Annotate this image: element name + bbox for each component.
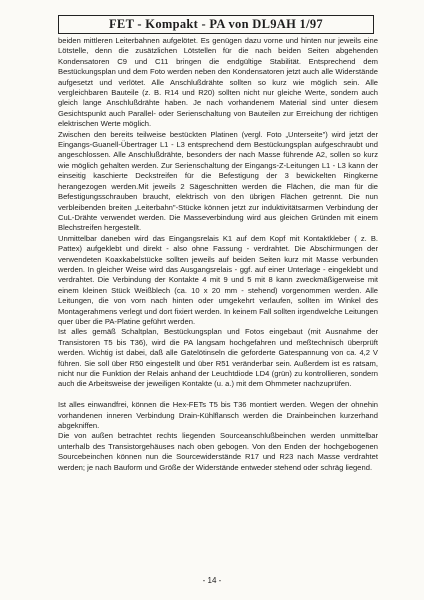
paragraph: Unmittelbar daneben wird das Eingangsrelais K1 auf dem Kopf mit Kontaktkleber ( z. B. Pattex) aufgeklebt und direkt - also ohne Fassung - verdrahtet. Die Abschirmungen der verwendeten Koaxkabelstücke sollten jeweils auf beiden Seiten kurz mit Masse verbunden werden. In gleicher Weise wird das Ausgangsrelais - ggf. auf einer Unterlage - eingeklebt und verdrahtet. Die Verbindung der Kontakte 4 mit 9 und 5 mit 8 kann zweckmäßigerweise mit einem kleinen Stück Weißblech (ca. 10 x 20 mm - stehend) vorgenommen werden. Alle Leitungen, die von vorn nach hinten oder umgekehrt verlaufen, sollten im Winkel des Montagerahmens verlegt und dort fixiert werden. In keinem Fall sollten irgendwelche Leitungen quer über die PA-Platine geführt werden. (58, 233, 378, 326)
page-number: - 14 - (202, 576, 222, 585)
paragraph: Zwischen den bereits teilweise bestückten Platinen (vergl. Foto „Unterseite") wird jetzt der Eingangs-Guanell-Übertrager L1 - L3 entsprechend dem Bestückungsplan aufgeschraubt und angeschlossen. Alle Anschlußdrähte, besonders der nach Masse führende A2, sollen so kurz wie möglich gehalten werden. Zur Serienschaltung der Eingangs-Z-Leitungen L1 - L3 kann der einseitig kaschierte Deckstreifen für die Befestigung der 3 bewickelten Ringkerne herangezogen werden.Mit jeweils 2 Sägeschnitten werden die Flächen, die man für die Befestigungsschrauben braucht, elektrisch von den übrigen Flächen getrennt. Die nun verbleibenden breiten „Leiterbahn"-Stücke können jetzt zur induktivitätsarmen Verbindung der CuL-Drähte verwendet werden. Die Masseverbindung wird aus gleichen Gründen mit einem Blechstreifen hergestellt. (58, 129, 378, 233)
header-title: FET - Kompakt - PA von DL9AH 1/97 (109, 17, 323, 31)
paragraph: beiden mittleren Leiterbahnen aufgelötet. Es genügen dazu vorne und hinten nur jeweils eine Lötstelle, denn die zusätzlichen Lötstellen für die nach beiden Seiten abgehenden Kondensatoren C9 und C11 bringen die endgültige Stabilität. Entsprechend dem Bestückungsplan und dem Foto werden neben den Kondensatoren jetzt auch alle Widerstände aufgesetzt und verlötet. Alle Anschlußdrähte sollten so kurz wie möglich sein. Alle vergleichbaren Bauteile (z. B. R14 und R20) sollten nicht nur gleiche Werte, sondern auch gleich lange Anschlußdrähte haben. Je nach vorhandenem Material sind unter diesem Gesichtspunkt auch Parallel- oder Serienschaltung von Bauteilen zur Erreichung der richtigen elektrischen Werte möglich. (58, 36, 378, 129)
body-text (58, 36, 378, 473)
paragraph: Ist alles gemäß Schaltplan, Bestückungsplan und Fotos eingebaut (mit Ausnahme der Transistoren T5 bis T36), wird die PA langsam hochgefahren und meßtechnisch überprüft werden. Wichtig ist dabei, daß alle Gatelötinseln die geforderte Gatespannung von ca. 4,2 V führen. Sie soll über R50 eingestellt und über R51 veränderbar sein. Außerdem ist es ratsam, nicht nur die Funktion der Relais anhand der Leuchtdiode LD4 (grün) zu kontrollieren, sondern auch die Arbeitsweise der jeweiligen Kontakte (u. a.) mit dem Ohmmeter nachzuprüfen. (58, 327, 378, 389)
header-box (58, 15, 374, 34)
paragraph: Ist alles einwandfrei, können die Hex-FETs T5 bis T36 montiert werden. Wegen der ohnehin vorhandenen inneren Verbindung Drain-Kühlflansch werden die Drainbeinchen kurzerhand abgekniffen. (58, 400, 378, 431)
paragraph: Die von außen betrachtet rechts liegenden Sourceanschlußbeinchen werden unmittelbar unterhalb des Transistorgehäuses nach oben gebogen. Von den Enden der hochgebogenen Sourcebeinchen können nun die Sourcewiderstände R17 und R23 nach Masse verdrahtet werden; je nach Bauform und Größe der Widerstände entweder stehend oder schräg liegend. (58, 431, 378, 472)
